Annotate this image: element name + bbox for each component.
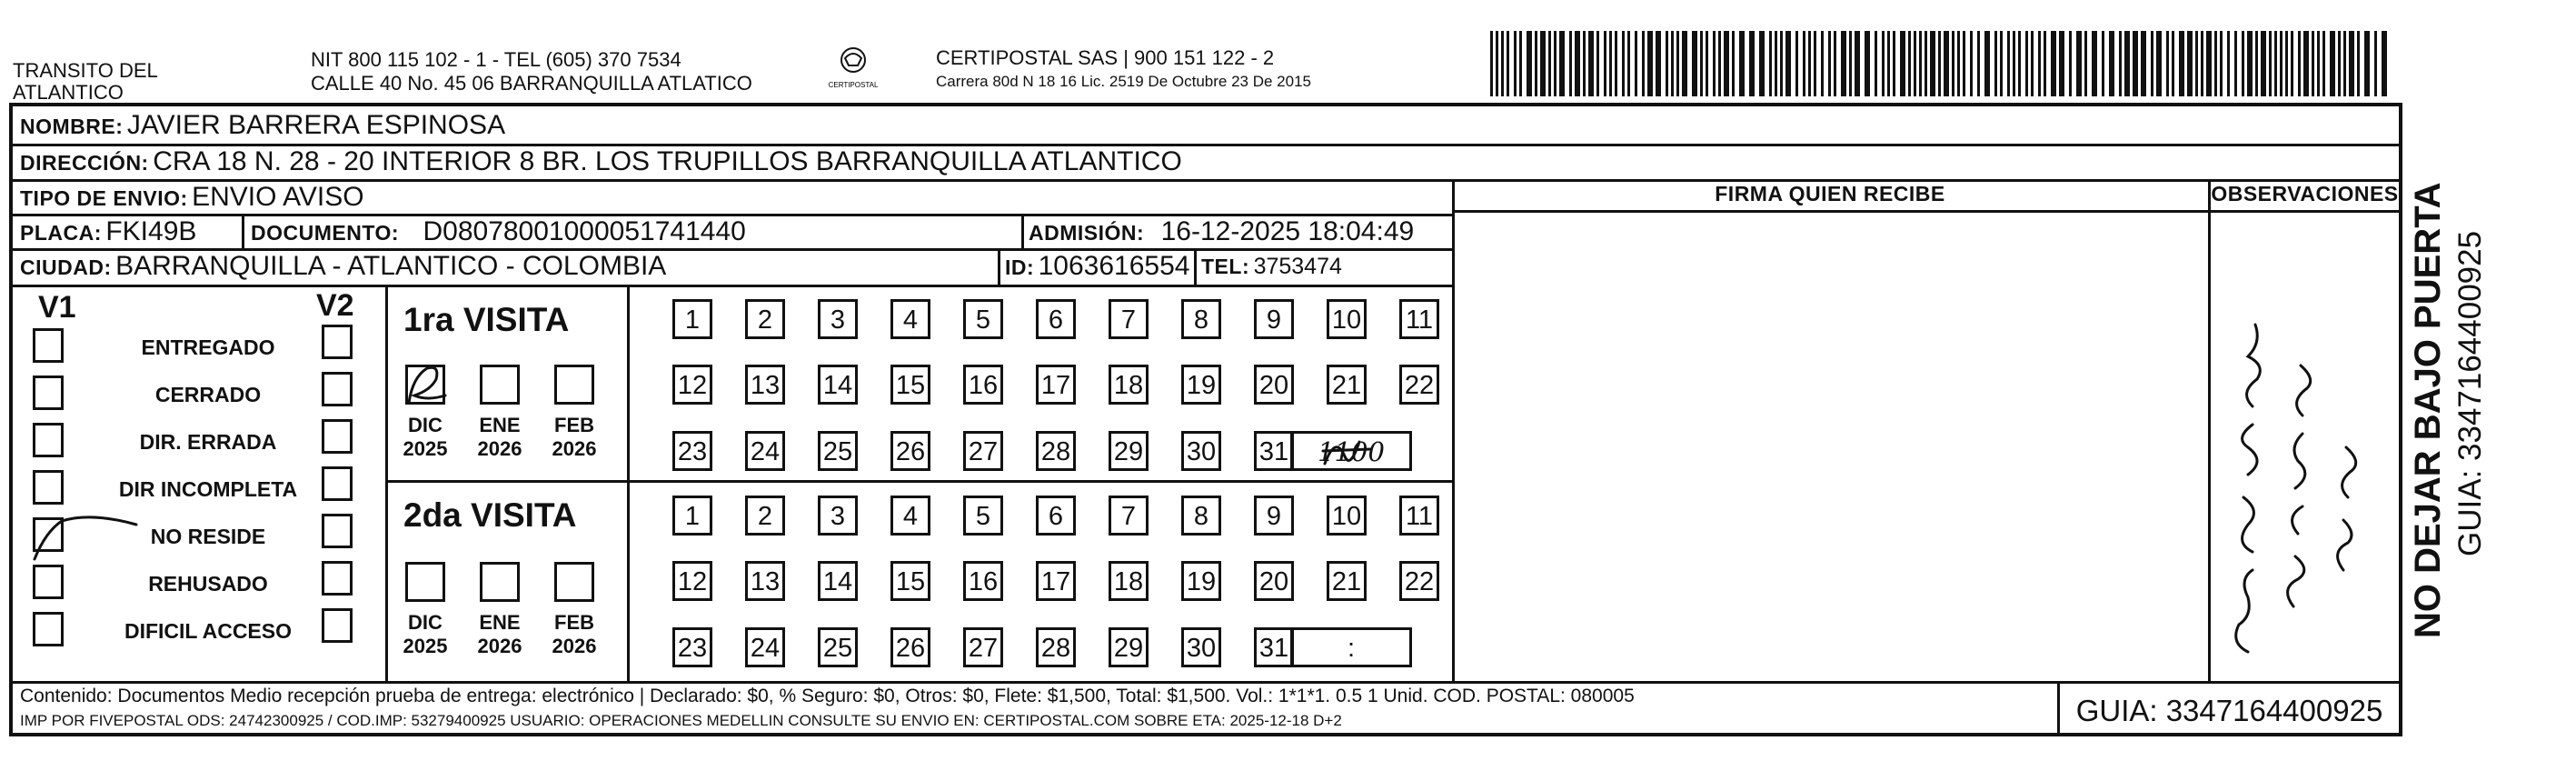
- day-box[interactable]: 24: [745, 431, 785, 471]
- day-box[interactable]: 7: [1109, 299, 1149, 339]
- second-visit-title: 2da VISITA: [403, 496, 577, 534]
- transito-title: TRANSITO DEL ATLANTICO: [13, 59, 157, 104]
- v2-checkbox[interactable]: [322, 514, 353, 548]
- month-label: ENE 2026: [477, 611, 522, 657]
- footer-imp: IMP POR FIVEPOSTAL ODS: 24742300925 / COD.IMP: 53279400925 USUARIO: OPERACIONES MEDELLIN CONSULTE SU ENVIO EN: CERTIPOSTAL.COM SOBRE ETA: 2025-12-18 D+2: [20, 712, 1342, 729]
- day-box[interactable]: 7: [1109, 496, 1149, 536]
- month-label: FEB 2026: [552, 414, 597, 460]
- license-line: Carrera 80d N 18 16 Lic. 2519 De Octubre 23 De 2015: [936, 73, 1311, 90]
- day-box[interactable]: 14: [818, 365, 858, 405]
- status-option-label: REHUSADO: [148, 572, 268, 596]
- v2-checkbox[interactable]: [322, 325, 353, 359]
- day-box[interactable]: 23: [672, 627, 712, 667]
- v2-checkbox[interactable]: [322, 608, 353, 643]
- v2-checkbox[interactable]: [322, 372, 353, 406]
- day-box[interactable]: 4: [890, 496, 930, 536]
- direccion-row: [20, 145, 1182, 183]
- day-box[interactable]: 18: [1109, 561, 1149, 601]
- day-box[interactable]: 1: [672, 299, 712, 339]
- day-box[interactable]: 16: [963, 561, 1003, 601]
- day-box[interactable]: 5: [963, 299, 1003, 339]
- month-checkbox[interactable]: [480, 365, 520, 405]
- day-box[interactable]: 11: [1399, 496, 1439, 536]
- firma-label: FIRMA QUIEN RECIBE: [1715, 182, 1945, 205]
- tel-row: [1201, 250, 1342, 286]
- time-box[interactable]: :: [1290, 627, 1412, 667]
- time-box[interactable]: 1100: [1290, 431, 1412, 471]
- certipostal-logo: [812, 44, 894, 98]
- barcode: [1490, 31, 2399, 96]
- day-box[interactable]: 27: [963, 431, 1003, 471]
- day-box[interactable]: 5: [963, 496, 1003, 536]
- day-box[interactable]: 28: [1036, 431, 1076, 471]
- day-box[interactable]: 29: [1109, 627, 1149, 667]
- day-box[interactable]: 8: [1181, 496, 1221, 536]
- day-box[interactable]: 10: [1327, 299, 1367, 339]
- footer-contenido: Contenido: Documentos Medio recepción prueba de entrega: electrónico | Declarado: $0, % Seguro: $0, Otros: $0, Flete: $1,500, Total: $1,500. Vol.: 1*1*1. 0.5 1 Unid. COD. POSTAL: 080005: [20, 686, 1635, 706]
- v1-checkbox[interactable]: [33, 423, 64, 457]
- day-box[interactable]: 13: [745, 365, 785, 405]
- first-visit-title: 1ra VISITA: [403, 301, 570, 338]
- v1-checkbox[interactable]: [33, 375, 64, 410]
- day-box[interactable]: 11: [1399, 299, 1439, 339]
- status-option-label: DIR. ERRADA: [139, 430, 277, 454]
- day-box[interactable]: 19: [1181, 561, 1221, 601]
- day-box[interactable]: 28: [1036, 627, 1076, 667]
- day-box[interactable]: 3: [818, 299, 858, 339]
- day-box[interactable]: 9: [1254, 299, 1294, 339]
- nombre-row: [20, 109, 505, 146]
- tipo-envio-value: ENVIO AVISO: [192, 182, 364, 212]
- day-box[interactable]: 30: [1181, 431, 1221, 471]
- day-box[interactable]: 3: [818, 496, 858, 536]
- id-row: [1005, 250, 1189, 287]
- v1-label: V1: [38, 290, 76, 325]
- scribble-mark: [1319, 429, 1374, 475]
- day-box[interactable]: 2: [745, 496, 785, 536]
- day-box[interactable]: 17: [1036, 365, 1076, 405]
- day-box[interactable]: 26: [890, 431, 930, 471]
- v2-label: V2: [316, 288, 354, 323]
- id-label: ID:: [1005, 255, 1035, 279]
- documento-label: DOCUMENTO:: [251, 221, 400, 245]
- month-checkbox[interactable]: [405, 562, 445, 602]
- observaciones-label: OBSERVACIONES: [2211, 182, 2399, 205]
- v1-checkbox[interactable]: [33, 612, 64, 646]
- day-box[interactable]: 1: [672, 496, 712, 536]
- direccion-value: CRA 18 N. 28 - 20 INTERIOR 8 BR. LOS TRUPILLOS BARRANQUILLA ATLANTICO: [153, 146, 1182, 176]
- day-box[interactable]: 22: [1399, 365, 1439, 405]
- vertical-guia: GUIA: 3347164400925: [2452, 230, 2488, 556]
- month-checkbox[interactable]: [554, 562, 594, 602]
- nombre-value: JAVIER BARRERA ESPINOSA: [126, 110, 506, 140]
- status-option-label: DIR INCOMPLETA: [118, 477, 298, 501]
- month-label: FEB 2026: [552, 611, 597, 657]
- day-box[interactable]: 8: [1181, 299, 1221, 339]
- tel-value: 3753474: [1253, 254, 1342, 279]
- day-box[interactable]: 10: [1327, 496, 1367, 536]
- no-dejar-bajo-puerta: NO DEJAR BAJO PUERTA: [2408, 182, 2448, 638]
- day-box[interactable]: 14: [818, 561, 858, 601]
- day-box[interactable]: 21: [1327, 561, 1367, 601]
- documento-value: D08078001000051741440: [423, 216, 746, 246]
- day-box[interactable]: 6: [1036, 299, 1076, 339]
- placa-row: [20, 215, 196, 253]
- day-box[interactable]: 20: [1254, 365, 1294, 405]
- day-box[interactable]: 17: [1036, 561, 1076, 601]
- v2-checkbox[interactable]: [322, 466, 353, 501]
- day-box[interactable]: 24: [745, 627, 785, 667]
- v2-checkbox[interactable]: [322, 561, 353, 596]
- admision-row: [1029, 215, 1414, 253]
- day-box[interactable]: 23: [672, 431, 712, 471]
- day-box[interactable]: 31: [1254, 431, 1294, 471]
- day-box[interactable]: 22: [1399, 561, 1439, 601]
- v2-checkbox[interactable]: [322, 419, 353, 454]
- status-option-label: DIFICIL ACCESO: [124, 619, 292, 643]
- day-box[interactable]: 29: [1109, 431, 1149, 471]
- id-value: 1063616554: [1038, 251, 1190, 281]
- day-box[interactable]: 21: [1327, 365, 1367, 405]
- day-box[interactable]: 15: [890, 561, 930, 601]
- day-box[interactable]: 18: [1109, 365, 1149, 405]
- ciudad-value: BARRANQUILLA - ATLANTICO - COLOMBIA: [115, 251, 667, 281]
- day-box[interactable]: 6: [1036, 496, 1076, 536]
- tel-label: TEL:: [1201, 255, 1250, 278]
- v1-checkbox[interactable]: [33, 470, 64, 505]
- day-box[interactable]: 4: [890, 299, 930, 339]
- month-checkbox[interactable]: [554, 365, 594, 405]
- day-box[interactable]: 30: [1181, 627, 1221, 667]
- direccion-label: DIRECCIÓN:: [20, 151, 149, 175]
- month-label: DIC 2025: [403, 611, 448, 657]
- day-box[interactable]: 19: [1181, 365, 1221, 405]
- month-label: ENE 2026: [477, 414, 522, 460]
- month-label: DIC 2025: [403, 414, 448, 460]
- ciudad-row: [20, 250, 666, 287]
- ciudad-label: CIUDAD:: [20, 255, 112, 279]
- status-option-label: CERRADO: [154, 383, 262, 406]
- check-mark: [27, 512, 154, 566]
- day-box[interactable]: 9: [1254, 496, 1294, 536]
- status-option-label: ENTREGADO: [141, 335, 275, 359]
- v1-checkbox[interactable]: [33, 565, 64, 599]
- company-line: CERTIPOSTAL SAS | 900 151 122 - 2: [936, 46, 1275, 69]
- tipo-envio-row: [20, 181, 364, 218]
- day-box[interactable]: 25: [818, 627, 858, 667]
- day-box[interactable]: 12: [672, 561, 712, 601]
- day-box[interactable]: 12: [672, 365, 712, 405]
- day-box[interactable]: 13: [745, 561, 785, 601]
- address-line: CALLE 40 No. 45 06 BARRANQUILLA ATLATICO: [311, 72, 752, 95]
- v1-checkbox[interactable]: [33, 328, 64, 363]
- footer-guia: GUIA: 3347164400925: [2075, 694, 2383, 727]
- nombre-label: NOMBRE:: [20, 115, 124, 138]
- admision-value: 16-12-2025 18:04:49: [1160, 216, 1415, 246]
- shipping-form: [9, 103, 2402, 736]
- nit-line: NIT 800 115 102 - 1 - TEL (605) 370 7534: [311, 48, 681, 71]
- placa-value: FKI49B: [105, 216, 197, 246]
- day-box[interactable]: 16: [963, 365, 1003, 405]
- status-option-label: NO RESIDE: [150, 525, 266, 548]
- day-box[interactable]: 27: [963, 627, 1003, 667]
- day-box[interactable]: 25: [818, 431, 858, 471]
- month-check-mark: [400, 359, 454, 414]
- logo-text: CERTIPOSTAL: [828, 81, 879, 89]
- documento-row: [251, 215, 746, 253]
- day-box[interactable]: 26: [890, 627, 930, 667]
- day-box[interactable]: 31: [1254, 627, 1294, 667]
- day-box[interactable]: 2: [745, 299, 785, 339]
- observaciones-handwriting: [2212, 279, 2399, 679]
- tipo-envio-label: TIPO DE ENVIO:: [20, 186, 188, 210]
- day-box[interactable]: 20: [1254, 561, 1294, 601]
- day-box[interactable]: 15: [890, 365, 930, 405]
- admision-label: ADMISIÓN:: [1029, 221, 1145, 245]
- month-checkbox[interactable]: [480, 562, 520, 602]
- vertical-side-text: [2408, 120, 2517, 638]
- placa-label: PLACA:: [20, 221, 102, 245]
